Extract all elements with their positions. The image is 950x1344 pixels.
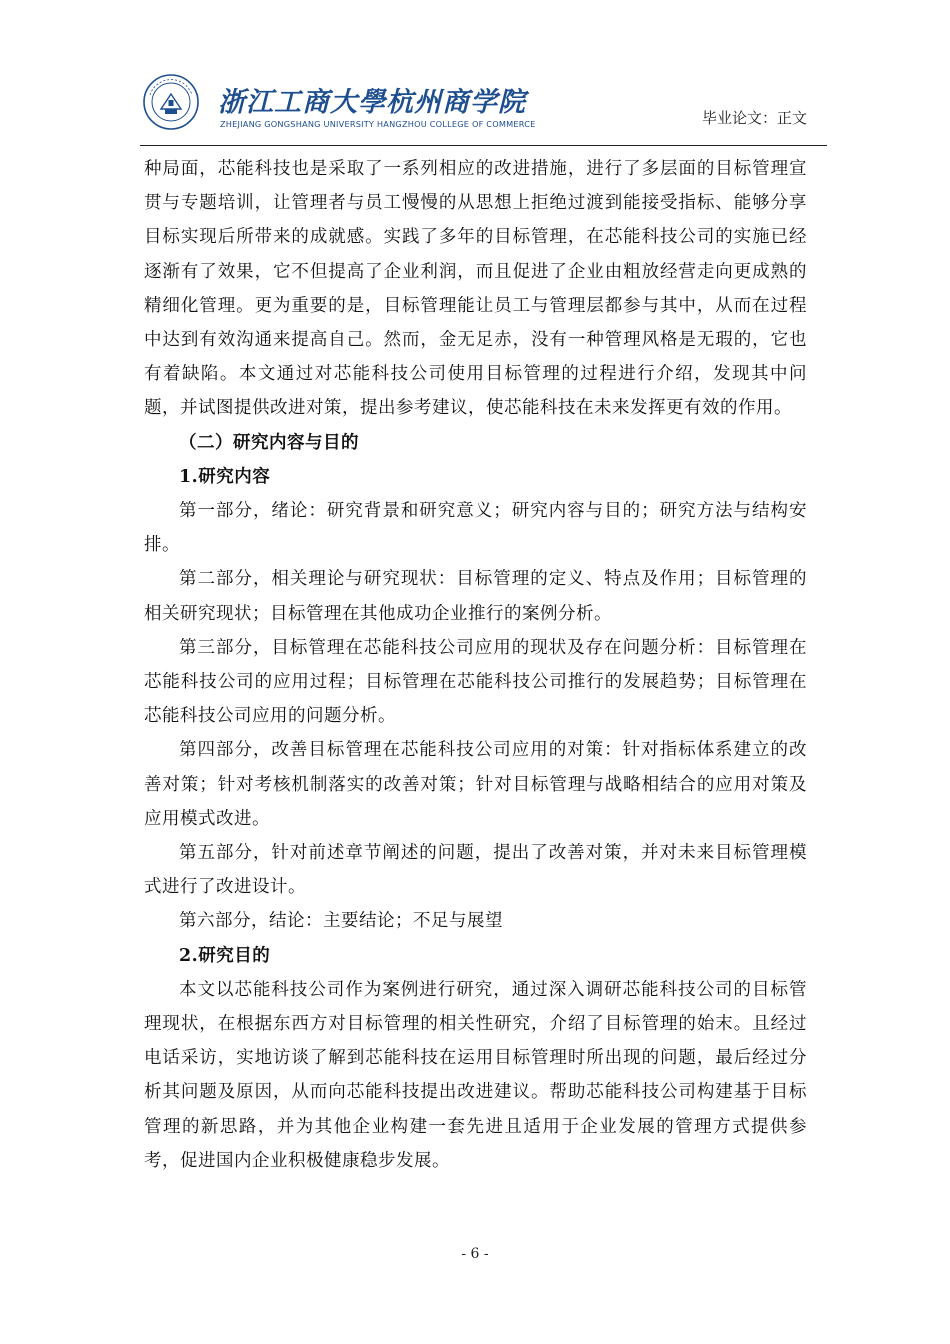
paragraph-part-1: 第一部分，绪论：研究背景和研究意义；研究内容与目的；研究方法与结构安排。 xyxy=(144,501,807,556)
page-header xyxy=(140,70,827,150)
subheading-research-purpose: 2.研究目的 xyxy=(179,945,271,966)
university-seal-icon xyxy=(142,73,200,131)
page-number: - 6 - xyxy=(461,1246,489,1262)
paragraph-part-3: 第三部分，目标管理在芯能科技公司应用的现状及存在问题分析：目标管理在芯能科技公司的应用过程；目标管理在芯能科技公司推行的发展趋势；目标管理在芯能科技公司应用的问题分析。 xyxy=(144,637,807,727)
paragraph-part-2: 第二部分，相关理论与研究现状：目标管理的定义、特点及作用；目标管理的相关研究现状；目标管理在其他成功企业推行的案例分析。 xyxy=(144,569,807,624)
paragraph-part-6: 第六部分，结论：主要结论；不足与展望 xyxy=(179,911,503,932)
section-heading: （二）研究内容与目的 xyxy=(179,432,359,453)
paragraph-part-4: 第四部分，改善目标管理在芯能科技公司应用的对策：针对指标体系建立的改善对策；针对考核机制落实的改善对策；针对目标管理与战略相结合的应用对策及应用模式改进。 xyxy=(144,740,807,829)
intro-paragraph: 种局面，芯能科技也是采取了一系列相应的改进措施，进行了多层面的目标管理宣贯与专题培训，让管理者与员工慢慢的从思想上拒绝过渡到能接受指标、能够分享目标实现后所带来的成就感。实践了多年的目标管理，在芯能科技公司的实施已经逐渐有了效果，它不但提高了企业利润，而且促进了企业由粗放经营走向更成熟的精细化管理。更为重要的是，目标管理能让员工与管理层都参与其中，从而在过程中达到有效沟通来提高自己。然而，金无足赤，没有一种管理风格是无瑕的，它也有着缺陷。本文通过对芯能科技公司使用目标管理的过程进行介绍，发现其中问题，并试图提供改进对策，提出参考建议，使芯能科技在未来发挥更有效的作用。 xyxy=(144,159,807,419)
paragraph-part-5: 第五部分，针对前述章节阐述的问题，提出了改善对策，并对未来目标管理模式进行了改进设计。 xyxy=(144,843,807,898)
university-logo-text: 浙江工商大學杭州商学院 xyxy=(218,87,526,118)
page-body xyxy=(144,152,807,1178)
purpose-paragraph: 本文以芯能科技公司作为案例进行研究，通过深入调研芯能科技公司的目标管理现状，在根据东西方对目标管理的相关性研究，介绍了目标管理的始末。且经过电话采访，实地访谈了解到芯能科技在运用目标管理时所出现的问题，最后经过分析其问题及原因，从而向芯能科技提出改进建议。帮助芯能科技公司构建基于目标管理的新思路，并为其他企业构建一套先进且适用于企业发展的管理方式提供参考，促进国内企业积极健康稳步发展。 xyxy=(144,979,807,1171)
university-logo-english: ZHEJIANG GONGSHANG UNIVERSITY HANGZHOU COLLEGE OF COMMERCE xyxy=(220,119,536,129)
document-section-label: 毕业论文：正文 xyxy=(701,109,807,127)
header-divider xyxy=(140,145,827,146)
subheading-research-content: 1.研究内容 xyxy=(179,466,271,487)
